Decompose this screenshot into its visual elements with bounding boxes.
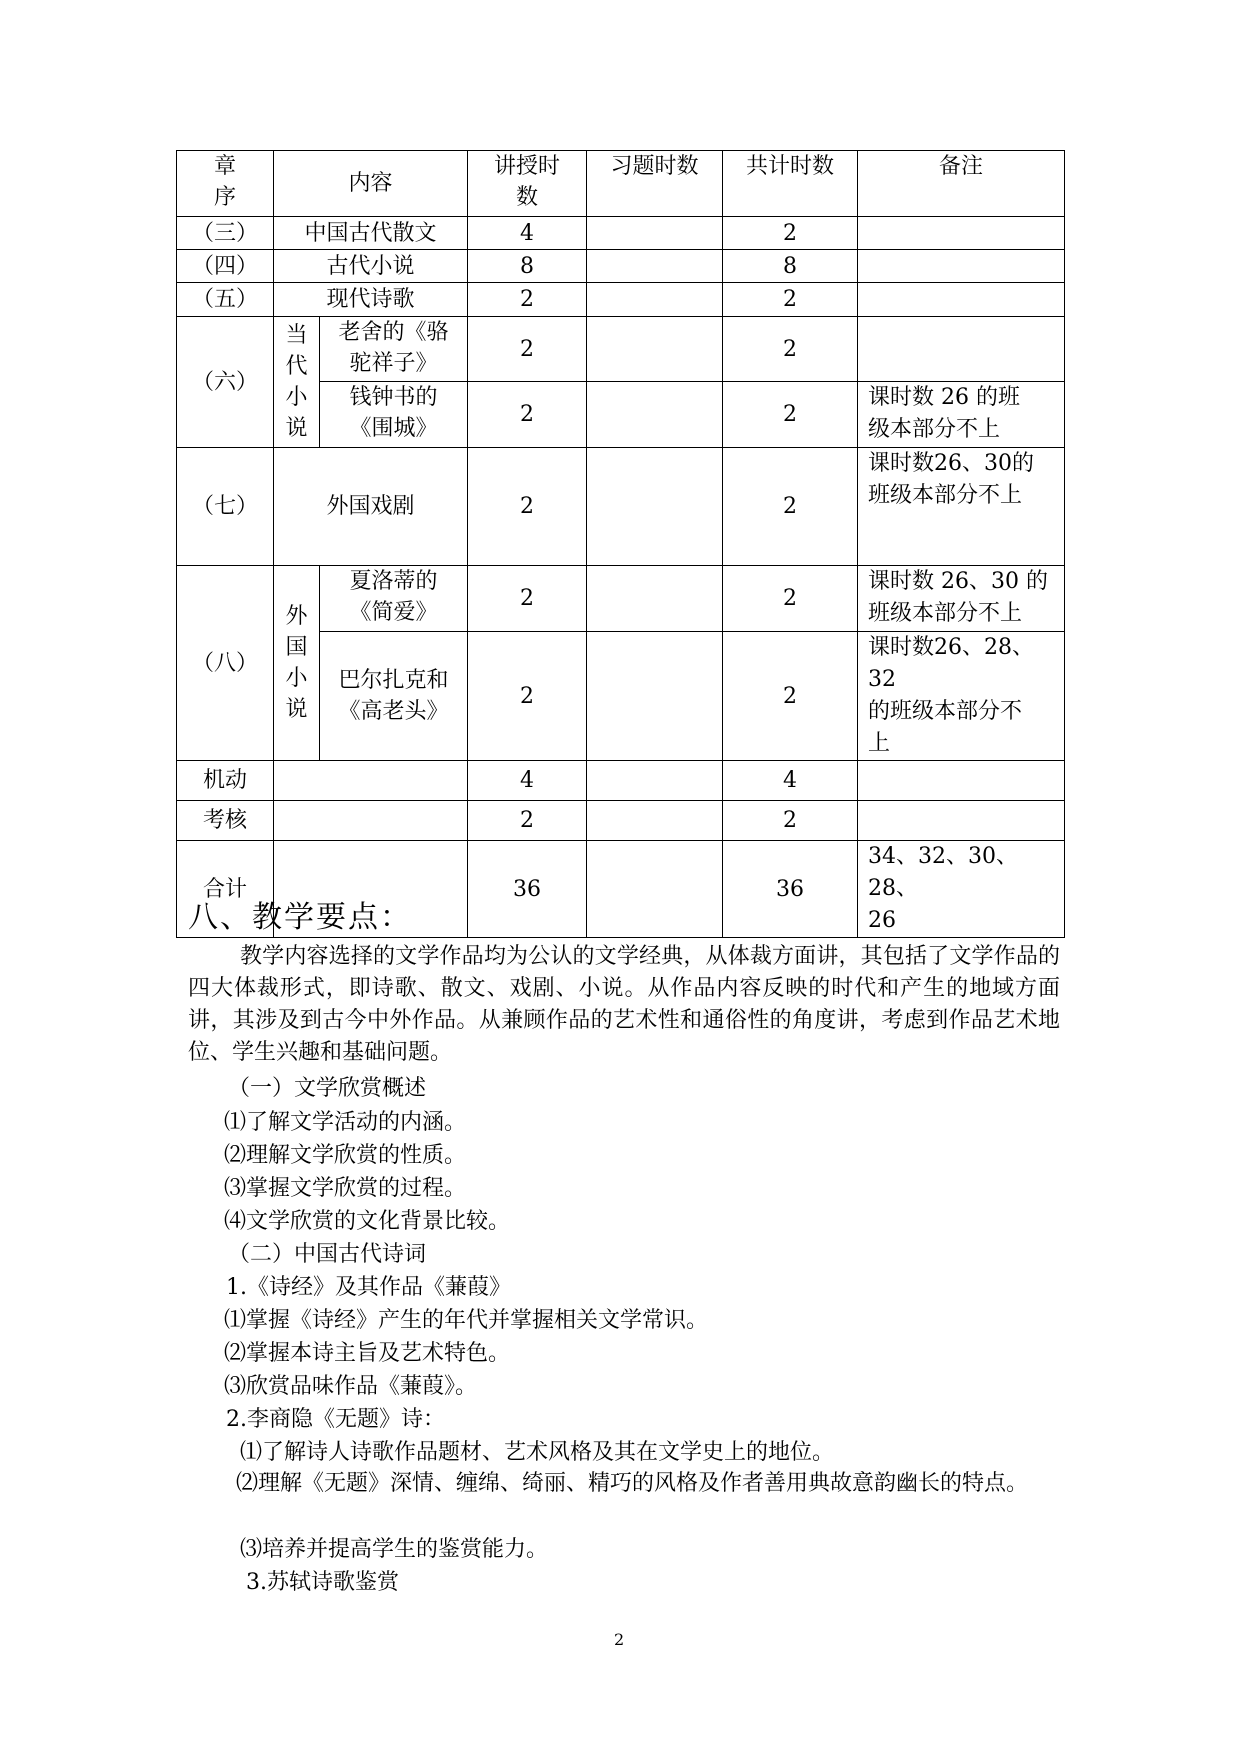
row3-content: 中国古代散文 (274, 217, 468, 250)
table-row (177, 448, 1065, 566)
intro-paragraph: 教学内容选择的文学作品均为公认的文学经典，从体裁方面讲，其包括了文学作品的四大体裁形式，即诗歌、散文、戏剧、小说。从作品内容反映的时代和产生的地域方面讲，其涉及到古今中外作品。从兼顾作品的艺术性和通俗性的角度讲，考虑到作品艺术地位、学生兴趣和基础问题。 (188, 944, 1060, 1065)
header-chapter-line1: 章 (213, 154, 236, 179)
row5-lecture: 2 (468, 283, 587, 317)
table-row (177, 566, 1065, 632)
row4-lecture: 8 (468, 250, 587, 283)
row8-group-char: 外 (285, 604, 308, 629)
row6a-content-line2: 驼祥子》 (349, 351, 438, 376)
table-header-row (177, 151, 1065, 217)
flex-chapter: 机动 (177, 761, 274, 801)
row6b-note-line2: 级本部分不上 (868, 417, 1001, 442)
row7-total: 2 (723, 448, 858, 566)
subsection-heading: （二）中国古代诗词 (228, 1242, 427, 1267)
row6-group-char: 当 (285, 323, 308, 348)
row4-note (858, 250, 1065, 283)
header-note: 备注 (858, 151, 1065, 217)
row7-lecture: 2 (468, 448, 587, 566)
header-total: 共计时数 (723, 151, 858, 217)
row4-content: 古代小说 (274, 250, 468, 283)
row6a-exercise (587, 317, 723, 382)
row6b-content (320, 382, 468, 448)
header-lecture (468, 151, 587, 217)
row6a-total: 2 (723, 317, 858, 382)
row7-note-line2: 班级本部分不上 (868, 483, 1023, 508)
row8a-exercise (587, 566, 723, 632)
row6b-exercise (587, 382, 723, 448)
flex-note (858, 761, 1065, 801)
list-item: ⑴了解文学活动的内涵。 (224, 1110, 467, 1135)
row6b-content-line2: 《围城》 (349, 416, 438, 441)
row8b-content-line2: 《高老头》 (338, 699, 449, 724)
row6-chapter: （六） (177, 317, 274, 448)
row8-group-char: 国 (285, 635, 308, 660)
subsection-heading: （一）文学欣赏概述 (228, 1076, 427, 1101)
row3-chapter: （三） (177, 217, 274, 250)
sum-exercise (587, 841, 723, 938)
row8b-content-line1: 巴尔扎克和 (338, 668, 449, 693)
list-item: 3.苏轼诗歌鉴赏 (246, 1570, 399, 1595)
row4-total: 8 (723, 250, 858, 283)
sum-note-line1: 34、32、30、28、 (868, 844, 1018, 901)
row5-total: 2 (723, 283, 858, 317)
row3-exercise (587, 217, 723, 250)
row6b-lecture: 2 (468, 382, 587, 448)
row4-chapter: （四） (177, 250, 274, 283)
section-title: 八、教学要点： (188, 900, 412, 935)
row7-content: 外国戏剧 (274, 448, 468, 566)
header-chapter-line2: 序 (213, 185, 236, 210)
header-lecture-line2: 数 (516, 185, 539, 210)
flex-lecture: 4 (468, 761, 587, 801)
row8-chapter: （八） (177, 566, 274, 761)
exam-total: 2 (723, 801, 858, 841)
row8b-note-line2: 的班级本部分不 (868, 699, 1023, 724)
list-item: ⑵理解文学欣赏的性质。 (224, 1143, 467, 1168)
table-row (177, 761, 1065, 801)
row5-chapter: （五） (177, 283, 274, 317)
row3-total: 2 (723, 217, 858, 250)
list-item: 1.《诗经》及其作品《蒹葭》 (226, 1275, 511, 1300)
row8b-note-line3: 上 (868, 731, 891, 756)
row4-exercise (587, 250, 723, 283)
row8a-content-line2: 《简爱》 (349, 600, 438, 625)
row8a-content-line1: 夏洛蒂的 (349, 569, 438, 594)
row6b-note (858, 382, 1065, 448)
schedule-table (176, 150, 1065, 938)
row5-content: 现代诗歌 (274, 283, 468, 317)
row7-exercise (587, 448, 723, 566)
sum-total: 36 (723, 841, 858, 938)
row3-note (858, 217, 1065, 250)
row8a-total: 2 (723, 566, 858, 632)
row8b-content (320, 632, 468, 761)
row5-note (858, 283, 1065, 317)
exam-lecture: 2 (468, 801, 587, 841)
row6a-content-line1: 老舍的《骆 (338, 320, 449, 345)
table-row (177, 283, 1065, 317)
row8b-total: 2 (723, 632, 858, 761)
row5-exercise (587, 283, 723, 317)
row6a-content (320, 317, 468, 382)
row8b-lecture: 2 (468, 632, 587, 761)
flex-content (274, 761, 468, 801)
row6b-total: 2 (723, 382, 858, 448)
flex-total: 4 (723, 761, 858, 801)
row6-group-char: 说 (285, 416, 308, 441)
row3-lecture: 4 (468, 217, 587, 250)
list-item: 2.李商隐《无题》诗： (226, 1407, 445, 1432)
sum-note (858, 841, 1065, 938)
exam-chapter: 考核 (177, 801, 274, 841)
list-item: ⑶欣赏品味作品《蒹葭》。 (224, 1374, 478, 1399)
header-content: 内容 (274, 151, 468, 217)
row6b-note-line1: 课时数 26 的班 (868, 385, 1020, 410)
row8a-note-line1: 课时数 26、30 的 (868, 569, 1048, 594)
list-item: ⑶培养并提高学生的鉴赏能力。 (240, 1537, 549, 1562)
sum-note-line2: 26 (868, 908, 897, 933)
header-lecture-line1: 讲授时 (494, 154, 561, 179)
exam-exercise (587, 801, 723, 841)
table-row (177, 801, 1065, 841)
row8b-note (858, 632, 1065, 761)
row8-group-char: 说 (285, 697, 308, 722)
row6b-content-line1: 钱钟书的 (349, 385, 438, 410)
list-item: ⑴掌握《诗经》产生的年代并掌握相关文学常识。 (224, 1308, 709, 1333)
row8a-note (858, 566, 1065, 632)
sum-chapter: 合计 (177, 841, 274, 938)
row7-note (858, 448, 1065, 566)
row6-group-label (274, 317, 320, 448)
row8-group-char: 小 (285, 666, 308, 691)
exam-content (274, 801, 468, 841)
list-item: ⑵理解《无题》深情、缠绵、绮丽、精巧的风格及作者善用典故意韵幽长的特点。 (236, 1471, 1029, 1496)
list-item: ⑷文学欣赏的文化背景比较。 (224, 1209, 511, 1234)
row8a-note-line2: 班级本部分不上 (868, 601, 1023, 626)
table-row (177, 317, 1065, 382)
list-item: ⑴了解诗人诗歌作品题材、艺术风格及其在文学史上的地位。 (240, 1440, 835, 1465)
table-row (177, 250, 1065, 283)
row6a-lecture: 2 (468, 317, 587, 382)
exam-note (858, 801, 1065, 841)
header-exercise: 习题时数 (587, 151, 723, 217)
row8b-exercise (587, 632, 723, 761)
header-chapter (177, 151, 274, 217)
table-row (177, 217, 1065, 250)
row6-group-char: 小 (285, 385, 308, 410)
row8b-note-line1: 课时数26、28、32 (868, 635, 1035, 692)
row8-group-label (274, 566, 320, 761)
row8a-lecture: 2 (468, 566, 587, 632)
flex-exercise (587, 761, 723, 801)
page-number: 2 (614, 1630, 625, 1649)
list-item: ⑵掌握本诗主旨及艺术特色。 (224, 1341, 511, 1366)
list-item: ⑶掌握文学欣赏的过程。 (224, 1176, 467, 1201)
row6a-note (858, 317, 1065, 382)
row7-note-line1: 课时数26、30的 (868, 451, 1035, 476)
row6-group-char: 代 (285, 354, 308, 379)
row8a-content (320, 566, 468, 632)
row7-chapter: （七） (177, 448, 274, 566)
sum-lecture: 36 (468, 841, 587, 938)
